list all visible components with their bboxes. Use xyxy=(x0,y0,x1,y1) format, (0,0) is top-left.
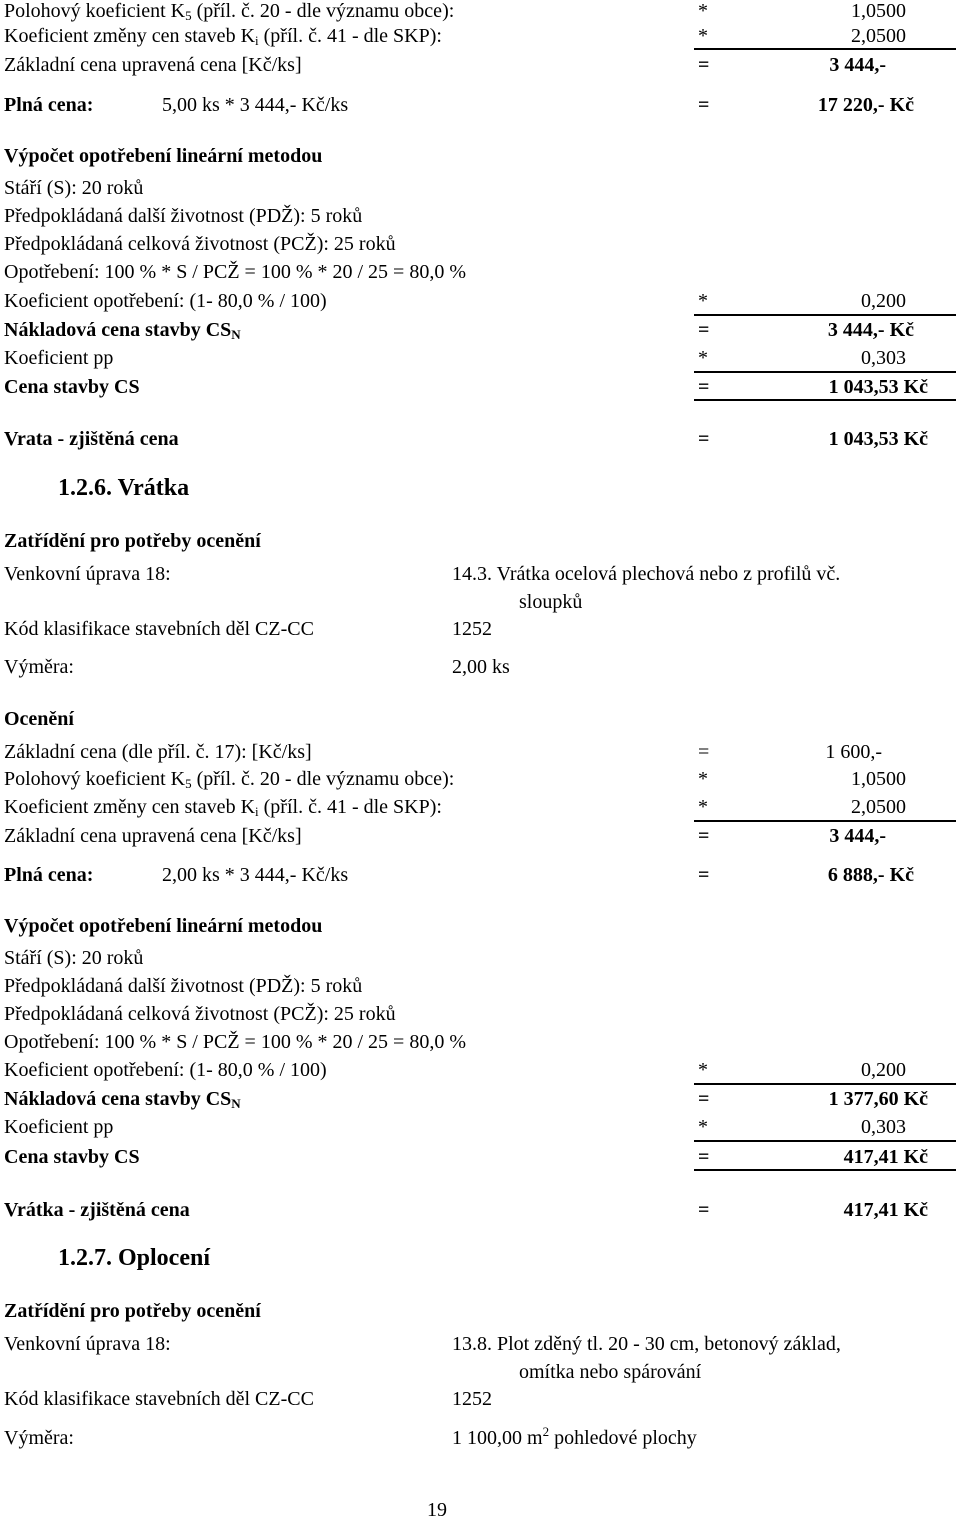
vymera-label: Výměra: xyxy=(4,656,74,678)
pcz-line: Předpokládaná celková životnost (PCŽ): 25 roků xyxy=(4,1003,396,1025)
koef-pp-value: 0,303 xyxy=(861,347,906,369)
koeficient-zmeny-operator: * xyxy=(698,25,708,47)
total-rule xyxy=(694,820,956,822)
upravena-cena-value: 3 444,- xyxy=(829,54,886,76)
zjistena-cena-value: 417,41 Kč xyxy=(843,1199,928,1221)
oceneni-heading: Ocenění xyxy=(4,708,74,730)
polohovy-koeficient-operator: * xyxy=(698,0,708,22)
venkovni-uprava-value-cont: omítka nebo spárování xyxy=(519,1361,702,1383)
koef-opotrebeni-label: Koeficient opotřebení: (1- 80,0 % / 100) xyxy=(4,290,327,312)
nakladova-cena-label: Nákladová cena stavby $CS_N$ xyxy=(4,1088,241,1111)
pdz-line: Předpokládaná další životnost (PDŽ): 5 roků xyxy=(4,975,363,997)
plna-cena-label: Plná cena: xyxy=(4,864,94,886)
kod-klasifikace-value: 1252 xyxy=(452,618,492,640)
vymera-value: 2,00 ks xyxy=(452,656,510,678)
section-heading-vratka: 1.2.6. Vrátka xyxy=(58,475,190,501)
stari-line: Stáří (S): 20 roků xyxy=(4,177,144,199)
upravena-cena-label: Základní cena upravená cena [Kč/ks] xyxy=(4,825,302,847)
total-rule xyxy=(694,1140,956,1142)
nakladova-cena-operator: = xyxy=(698,1088,710,1110)
nakladova-cena-value: 3 444,- Kč xyxy=(827,319,914,341)
cena-stavby-operator: = xyxy=(698,1146,710,1168)
zatrideni-heading: Zatřídění pro potřeby ocenění xyxy=(4,1300,261,1322)
nakladova-cena-operator: = xyxy=(698,319,710,341)
section-heading-oploceni: 1.2.7. Oplocení xyxy=(58,1245,211,1271)
zjistena-cena-operator: = xyxy=(698,1199,710,1221)
kod-klasifikace-value: 1252 xyxy=(452,1388,492,1410)
zatrideni-heading: Zatřídění pro potřeby ocenění xyxy=(4,530,261,552)
upravena-cena-label: Základní cena upravená cena [Kč/ks] xyxy=(4,54,302,76)
total-rule xyxy=(694,48,956,50)
vymera-label: Výměra: xyxy=(4,1427,74,1449)
koef-pp-label: Koeficient pp xyxy=(4,1116,114,1138)
cena-stavby-label: Cena stavby CS xyxy=(4,1146,140,1168)
koeficient-zmeny-value: 2,0500 xyxy=(851,796,906,818)
venkovni-uprava-label: Venkovní úprava 18: xyxy=(4,563,171,585)
nakladova-cena-value: 1 377,60 Kč xyxy=(828,1088,928,1110)
total-rule xyxy=(694,399,956,401)
opotrebeni-heading: Výpočet opotřebení lineární metodou xyxy=(4,915,323,937)
polohovy-koeficient-label: Polohový koeficient $K_5$ (příl. č. 20 - dle významu obce): xyxy=(4,0,455,23)
koef-pp-operator: * xyxy=(698,1116,708,1138)
koef-opotrebeni-value: 0,200 xyxy=(861,1059,906,1081)
zakladni-cena-label: Základní cena (dle příl. č. 17): [Kč/ks] xyxy=(4,741,312,763)
zjistena-cena-value: 1 043,53 Kč xyxy=(828,428,928,450)
opotrebeni-line: Opotřebení: 100 % * S / PCŽ = 100 % * 20 / 25 = 80,0 % xyxy=(4,261,466,283)
cena-stavby-operator: = xyxy=(698,376,710,398)
koeficient-zmeny-operator: * xyxy=(698,796,708,818)
pdz-line: Předpokládaná další životnost (PDŽ): 5 roků xyxy=(4,205,363,227)
upravena-cena-value: 3 444,- xyxy=(829,825,886,847)
venkovni-uprava-value: 14.3. Vrátka ocelová plechová nebo z profilů vč. xyxy=(452,563,841,585)
plna-cena-label: Plná cena: xyxy=(4,94,94,116)
total-rule xyxy=(694,371,956,373)
zakladni-cena-value: 1 600,- xyxy=(825,741,882,763)
zakladni-cena-operator: = xyxy=(698,741,710,763)
koef-opotrebeni-value: 0,200 xyxy=(861,290,906,312)
upravena-cena-operator: = xyxy=(698,825,710,847)
zjistena-cena-label: Vrátka - zjištěná cena xyxy=(4,1199,190,1221)
koef-pp-label: Koeficient pp xyxy=(4,347,114,369)
venkovni-uprava-value-cont: sloupků xyxy=(519,591,583,613)
stari-line: Stáří (S): 20 roků xyxy=(4,947,144,969)
kod-klasifikace-label: Kód klasifikace stavebních děl CZ-CC xyxy=(4,1388,314,1410)
plna-cena-formula: 5,00 ks * 3 444,- Kč/ks xyxy=(162,94,349,116)
plna-cena-operator: = xyxy=(698,864,710,886)
koeficient-zmeny-label: Koeficient změny cen staveb $K_i$ (příl. č. 41 - dle SKP): xyxy=(4,25,442,48)
pcz-line: Předpokládaná celková životnost (PCŽ): 25 roků xyxy=(4,233,396,255)
polohovy-koeficient-operator: * xyxy=(698,768,708,790)
plna-cena-formula: 2,00 ks * 3 444,- Kč/ks xyxy=(162,864,349,886)
plna-cena-value: 6 888,- Kč xyxy=(827,864,914,886)
koeficient-zmeny-value: 2,0500 xyxy=(851,25,906,47)
cena-stavby-value: 417,41 Kč xyxy=(843,1146,928,1168)
koef-opotrebeni-label: Koeficient opotřebení: (1- 80,0 % / 100) xyxy=(4,1059,327,1081)
plna-cena-value: 17 220,- Kč xyxy=(817,94,914,116)
zjistena-cena-label: Vrata - zjištěná cena xyxy=(4,428,179,450)
zjistena-cena-operator: = xyxy=(698,428,710,450)
total-rule xyxy=(694,1083,956,1085)
kod-klasifikace-label: Kód klasifikace stavebních děl CZ-CC xyxy=(4,618,314,640)
nakladova-cena-label: Nákladová cena stavby $CS_N$ xyxy=(4,319,241,342)
polohovy-koeficient-label: Polohový koeficient $K_5$ (příl. č. 20 - dle významu obce): xyxy=(4,768,455,791)
page-number: 19 xyxy=(427,1499,447,1521)
koef-opotrebeni-operator: * xyxy=(698,290,708,312)
vymera-value: 1 100,00 $m^2$ pohledové plochy xyxy=(452,1424,697,1449)
opotrebeni-line: Opotřebení: 100 % * S / PCŽ = 100 % * 20 / 25 = 80,0 % xyxy=(4,1031,466,1053)
total-rule xyxy=(694,314,956,316)
koef-pp-value: 0,303 xyxy=(861,1116,906,1138)
upravena-cena-operator: = xyxy=(698,54,710,76)
plna-cena-operator: = xyxy=(698,94,710,116)
opotrebeni-heading: Výpočet opotřebení lineární metodou xyxy=(4,145,323,167)
polohovy-koeficient-value: 1,0500 xyxy=(851,0,906,22)
koef-pp-operator: * xyxy=(698,347,708,369)
koeficient-zmeny-label: Koeficient změny cen staveb $K_i$ (příl. č. 41 - dle SKP): xyxy=(4,796,442,819)
cena-stavby-value: 1 043,53 Kč xyxy=(828,376,928,398)
koef-opotrebeni-operator: * xyxy=(698,1059,708,1081)
venkovni-uprava-value: 13.8. Plot zděný tl. 20 - 30 cm, betonový základ, xyxy=(452,1333,841,1355)
cena-stavby-label: Cena stavby CS xyxy=(4,376,140,398)
polohovy-koeficient-value: 1,0500 xyxy=(851,768,906,790)
venkovni-uprava-label: Venkovní úprava 18: xyxy=(4,1333,171,1355)
total-rule xyxy=(694,1169,956,1171)
